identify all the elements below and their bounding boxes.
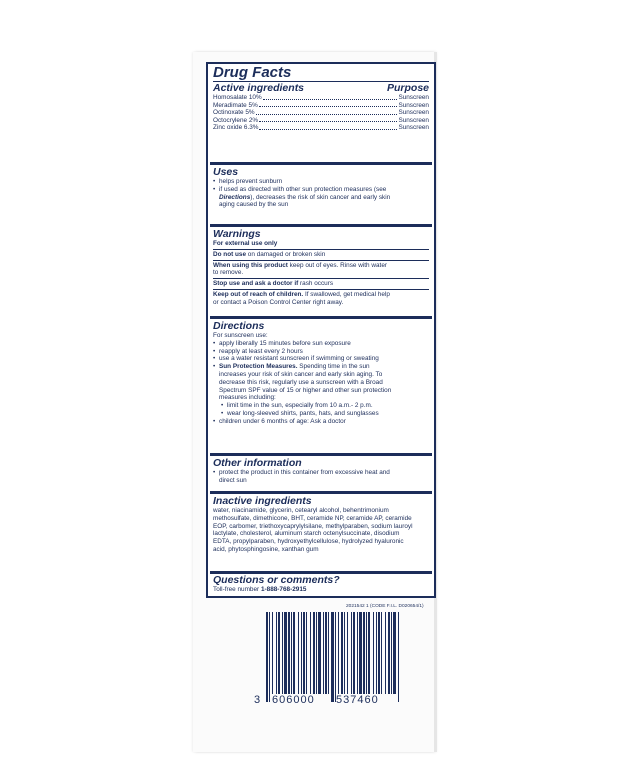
inactive-ingredients-line: acid, phytosphingosine, xanthan gum [213,545,319,553]
barcode-bar [366,612,367,694]
barcode-bar [363,612,365,694]
barcode-bar [331,612,334,702]
inactive-ingredients-line: water, niacinamide, glycerin, cetearyl alcohol, behentrimonium [213,507,389,514]
ingredient-row: Octinoxate 5% Sunscreen [213,109,429,117]
barcode-bar [341,612,343,694]
barcode-bar [310,612,311,694]
barcode-bar [291,612,292,694]
toll-free-number: 1-888-768-2915 [260,586,307,593]
ingredient-row: Zinc oxide 6.3% Sunscreen [213,124,429,132]
uses-bullet: • helps prevent sunburn [213,178,429,186]
barcode-bar [272,612,273,694]
barcode-bar [303,612,305,694]
barcode-bar [288,612,290,694]
barcode-bar [388,612,390,694]
barcode-bar [335,612,336,702]
directions-bullet: • apply liberally 15 minutes before sun exposure [213,340,429,348]
ingredient-row: Meradimate 5% Sunscreen [213,101,429,109]
directions-text: measures including: [219,394,276,402]
barcode-left-digits: 606000 [272,694,315,706]
directions-bullet: • children under 6 months of age: Ask a doctor [213,418,429,426]
barcode-bar [293,612,295,694]
barcode-bar [338,612,339,694]
other-information-heading: Other information [213,457,302,469]
drug-facts-panel [206,62,436,598]
barcode-bar [328,612,329,694]
keep-out-text: Keep out of reach of children. If swallowed, get medical help [213,290,390,298]
section-divider [210,453,432,456]
inactive-ingredients-section [208,495,434,554]
drug-facts-title: Drug Facts [213,64,292,81]
barcode-bar [318,612,321,694]
barcode-bar [351,612,352,694]
external-use-text: For external use only [213,240,278,247]
barcode-bar [306,612,307,694]
directions-text: decrease this risk, regularly use a sunscreen with a Broad [219,378,383,386]
warnings-section [208,228,434,307]
toll-free-text: Toll-free number 1-888-768-2915 [213,586,307,593]
directions-bullet: • use a water resistant sunscreen if swimming or sweating [213,355,429,363]
barcode [254,612,404,706]
warnings-heading: Warnings [213,228,261,240]
section-divider [210,224,432,227]
barcode-bar [344,612,345,694]
barcode-bar [368,612,370,694]
barcode-bar [359,612,362,694]
uses-section [208,166,434,209]
barcode-right-digits: 537460 [336,694,379,706]
directions-bullet: • reapply at least every 2 hours [213,348,429,356]
directions-section [208,320,434,426]
uses-bullet: • if used as directed with other sun protection measures (see [213,186,429,194]
inactive-ingredients-line: lactylate, cholesterol, aluminum starch octenylsuccinate, disodium [213,530,400,538]
uses-bullet-cont: Directions), decreases the risk of skin cancer and early skin [219,193,391,201]
barcode-bar [353,612,355,694]
active-ingredients-heading: Active ingredients [213,82,305,94]
barcode-bar [376,612,377,694]
other-bullet: • protect the product in this container from excessive heat and [213,469,429,477]
barcode-bar [325,612,327,694]
barcode-bar [301,612,302,694]
barcode-bars [266,612,400,694]
directions-heading: Directions [213,320,265,332]
barcode-first-digit: 3 [254,694,262,706]
barcode-bar [373,612,374,694]
inactive-ingredients-line: EOP, carbomer, triethoxycaprylylsilane, methylparaben, sodium lauroyl [213,522,413,530]
barcode-bar [278,612,280,694]
barcode-bar [393,612,396,694]
uses-bullet-cont: aging caused by the sun [219,201,289,209]
when-using-text: When using this product keep out of eyes. Rinse with water [213,261,388,269]
ingredient-row: Octocrylene 2% Sunscreen [213,116,429,124]
inactive-ingredients-line: methosulfate, dimethicone, BHT, ceramide NP, ceramide AP, ceramide [213,514,412,522]
ingredient-row: Homosalate 10% Sunscreen [213,94,429,101]
section-divider [210,162,432,165]
barcode-bar [357,612,358,694]
keep-out-text-cont: or contact a Poison Control Center right away. [213,298,344,306]
other-bullet-cont: direct sun [219,476,247,484]
directions-sub-bullet: • limit time in the sun, especially from 10 a.m.- 2 p.m. [213,402,429,410]
directions-intro: For sunscreen use: [213,332,268,339]
barcode-bar [347,612,348,694]
barcode-bar [282,612,283,694]
barcode-bar [298,612,299,694]
barcode-bar [316,612,317,694]
stop-use-text: Stop use and ask a doctor if rash occurs [213,280,334,288]
active-ingredients-section [208,64,434,132]
other-information-section [208,457,434,485]
directions-bullet: • Sun Protection Measures. Spending time in the sun [213,363,429,371]
barcode-bar [284,612,287,694]
barcode-bar [323,612,324,694]
barcode-bar [313,612,315,694]
inactive-ingredients-line: EDTA, propylparaben, hydroxyethylcellulose, hydrolyzed hyaluronic [213,538,404,546]
directions-sub-bullet: • wear long-sleeved shirts, pants, hats, and sunglasses [213,410,429,418]
purpose-heading: Purpose [386,82,429,94]
barcode-bar [269,612,270,702]
when-using-text-cont: to remove. [213,269,244,277]
section-divider [210,491,432,494]
barcode-bar [385,612,386,694]
barcode-bar [381,612,382,694]
barcode-bar [398,612,399,702]
inactive-ingredients-heading: Inactive ingredients [213,495,312,507]
product-code-text: 2021542 1 (CODE F.I.L. D020654/1) [346,604,424,609]
directions-text: Spectrum SPF value of 15 or higher and other sun protection [219,386,392,394]
questions-heading: Questions or comments? [213,574,340,586]
barcode-bar [266,612,268,702]
barcode-bar [391,612,392,694]
section-divider [210,316,432,319]
barcode-bar [276,612,277,694]
questions-section [208,574,434,594]
do-not-use-text: Do not use on damaged or broken skin [213,250,326,258]
uses-heading: Uses [213,166,239,178]
directions-text: increases your risk of skin cancer and early skin aging. To [219,370,383,378]
barcode-bar [378,612,380,694]
